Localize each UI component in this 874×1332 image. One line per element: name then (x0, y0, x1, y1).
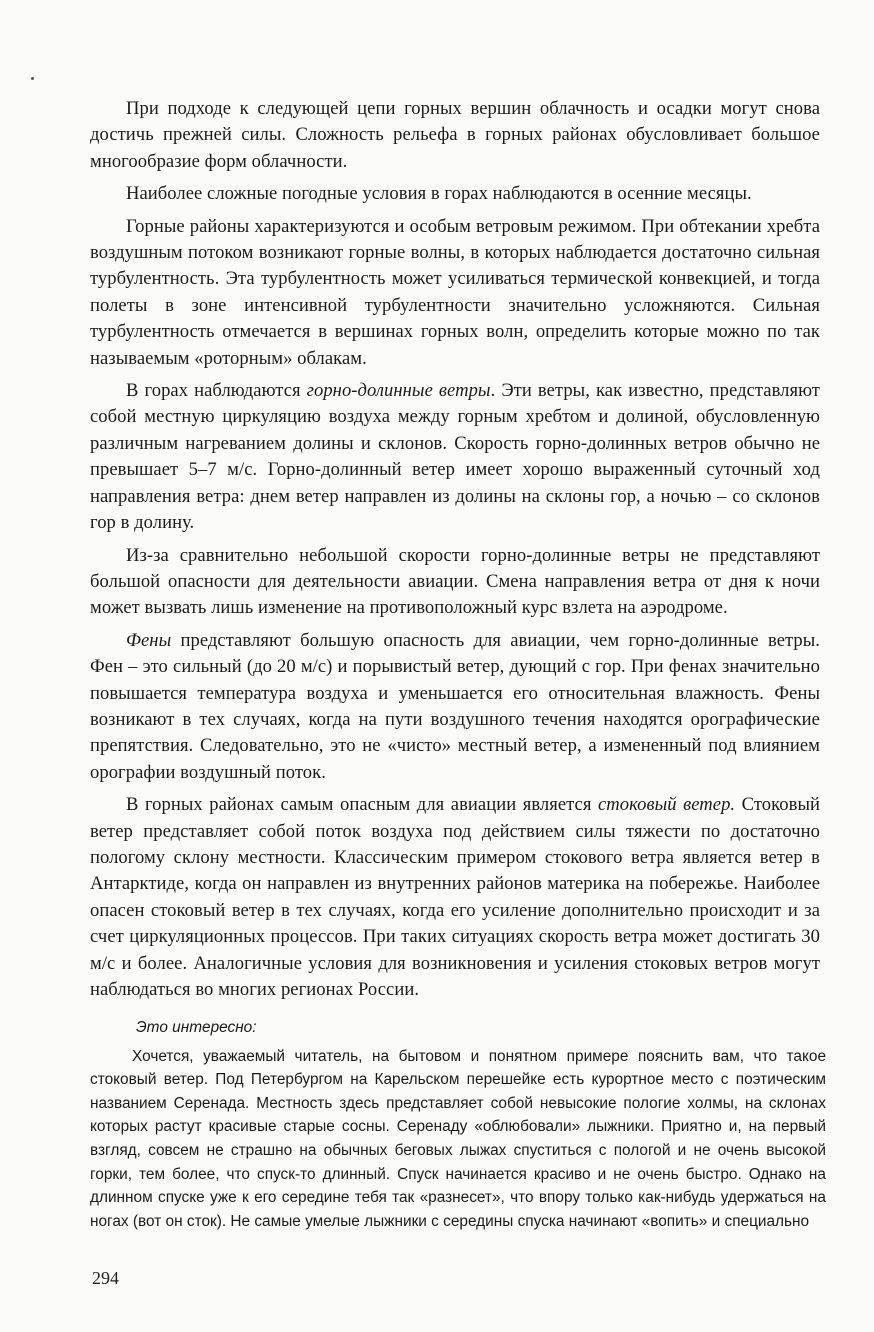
term-mountain-valley-winds: горно-долинные ветры (306, 380, 491, 402)
scan-speck (31, 77, 34, 80)
term-foehns: Фены (126, 629, 172, 651)
interesting-fact-box (90, 1016, 826, 1233)
paragraph-1: При подходе к следующей цепи горных вершин облачность и осадки могут снова достичь прежней силы. Сложность рельефа в горных районах обусловливает большое многообразие форм облачности. (90, 98, 820, 172)
paragraph-6 (90, 628, 820, 786)
paragraph-4-rest: . Эти ветры, как известно, представляют собой местную циркуляцию воздуха между горным хребтом и долиной, обусловленную различным нагреванием долины и склонов. Скорость горно-долинных ветров обычно не превышает 5–7 м/с. Горно-долинный ветер имеет хорошо выраженный суточный ход направления ветра: днем ветер направлен из долины на склоны гор, а ночью – со склонов гор в долину. (90, 380, 820, 534)
box-text: Хочется, уважаемый читатель, на бытовом и понятном примере пояснить вам, что такое стоковый ветер. Под Петербургом на Карельском перешейке есть курортное место с поэтическим названием Серенада. Местность здесь представляет собой невысокие пологие холмы, на склонах которых растут красивые старые сосны. Серенаду «облюбовали» лыжники. Приятно и, на первый взгляд, совсем не страшно на обычных беговых лыжах спуститься с пологой и не очень высокой горки, тем более, что спуск-то длинный. Спуск начинается красиво и не очень быстро. Однако на длинном спуске уже к его середине тебя так «разнесет», что впору только как-нибудь удержаться на ногах (вот он сток). Не самые умелые лыжники с середины спуска начинают «вопить» и специально (90, 1047, 826, 1230)
page-number: 294 (92, 1268, 119, 1288)
paragraph-7-start: В горных районах самым опасным для авиации является (126, 794, 598, 816)
paragraph-5: Из-за сравнительно небольшой скорости горно-долинные ветры не представляют большой опасности для деятельности авиации. Смена направления ветра от дня к ночи может вызвать лишь изменение на противоположный курс взлета на аэродроме. (90, 544, 820, 619)
paragraph-7 (90, 792, 820, 1003)
paragraph-2: Наиболее сложные погодные условия в горах наблюдаются в осенние месяцы. (126, 183, 752, 205)
main-text (90, 96, 820, 1009)
paragraph-4-start: В горах наблюдаются (126, 380, 307, 402)
term-katabatic-wind: стоковый ветер. (597, 794, 736, 816)
box-heading: Это интересно: (136, 1019, 257, 1036)
paragraph-6-rest: представляют большую опасность для авиации, чем горно-долинные ветры. Фен – это сильный (до 20 м/с) и порывистый ветер, дующий с гор. При фенах значительно повышается температура воздуха и уменьшается его относительная влажность. Фены возникают в тех случаях, когда на пути воздушного течения находятся орографические препятствия. Следовательно, это не «чисто» местный ветер, а измененный под влиянием орографии воздушный поток. (90, 629, 820, 783)
paragraph-7-rest: Стоковый ветер представляет собой поток воздуха под действием силы тяжести по достаточно пологому склону местности. Классическим примером стокового ветра является ветер в Антарктиде, когда он направлен из внутренних районов материка на побережье. Наиболее опасен стоковый ветер в тех случаях, когда его усиление дополнительно происходит и за счет циркуляционных процессов. При таких ситуациях скорость ветра может достигать 30 м/с и более. Аналогичные условия для возникновения и усиления стоковых ветров могут наблюдаться во многих регионах России. (90, 794, 821, 1000)
paragraph-4 (90, 378, 820, 536)
paragraph-3: Горные районы характеризуются и особым ветровым режимом. При обтекании хребта воздушным потоком возникают горные волны, в которых наблюдается достаточно сильная турбулентность. Эта турбулентность может усиливаться термической конвекцией, и тогда полеты в зоне интенсивной турбулентности значительно усложняются. Сильная турбулентность отмечается в вершинах горных волн, определить которые можно по так называемым «роторным» облакам. (90, 215, 820, 369)
